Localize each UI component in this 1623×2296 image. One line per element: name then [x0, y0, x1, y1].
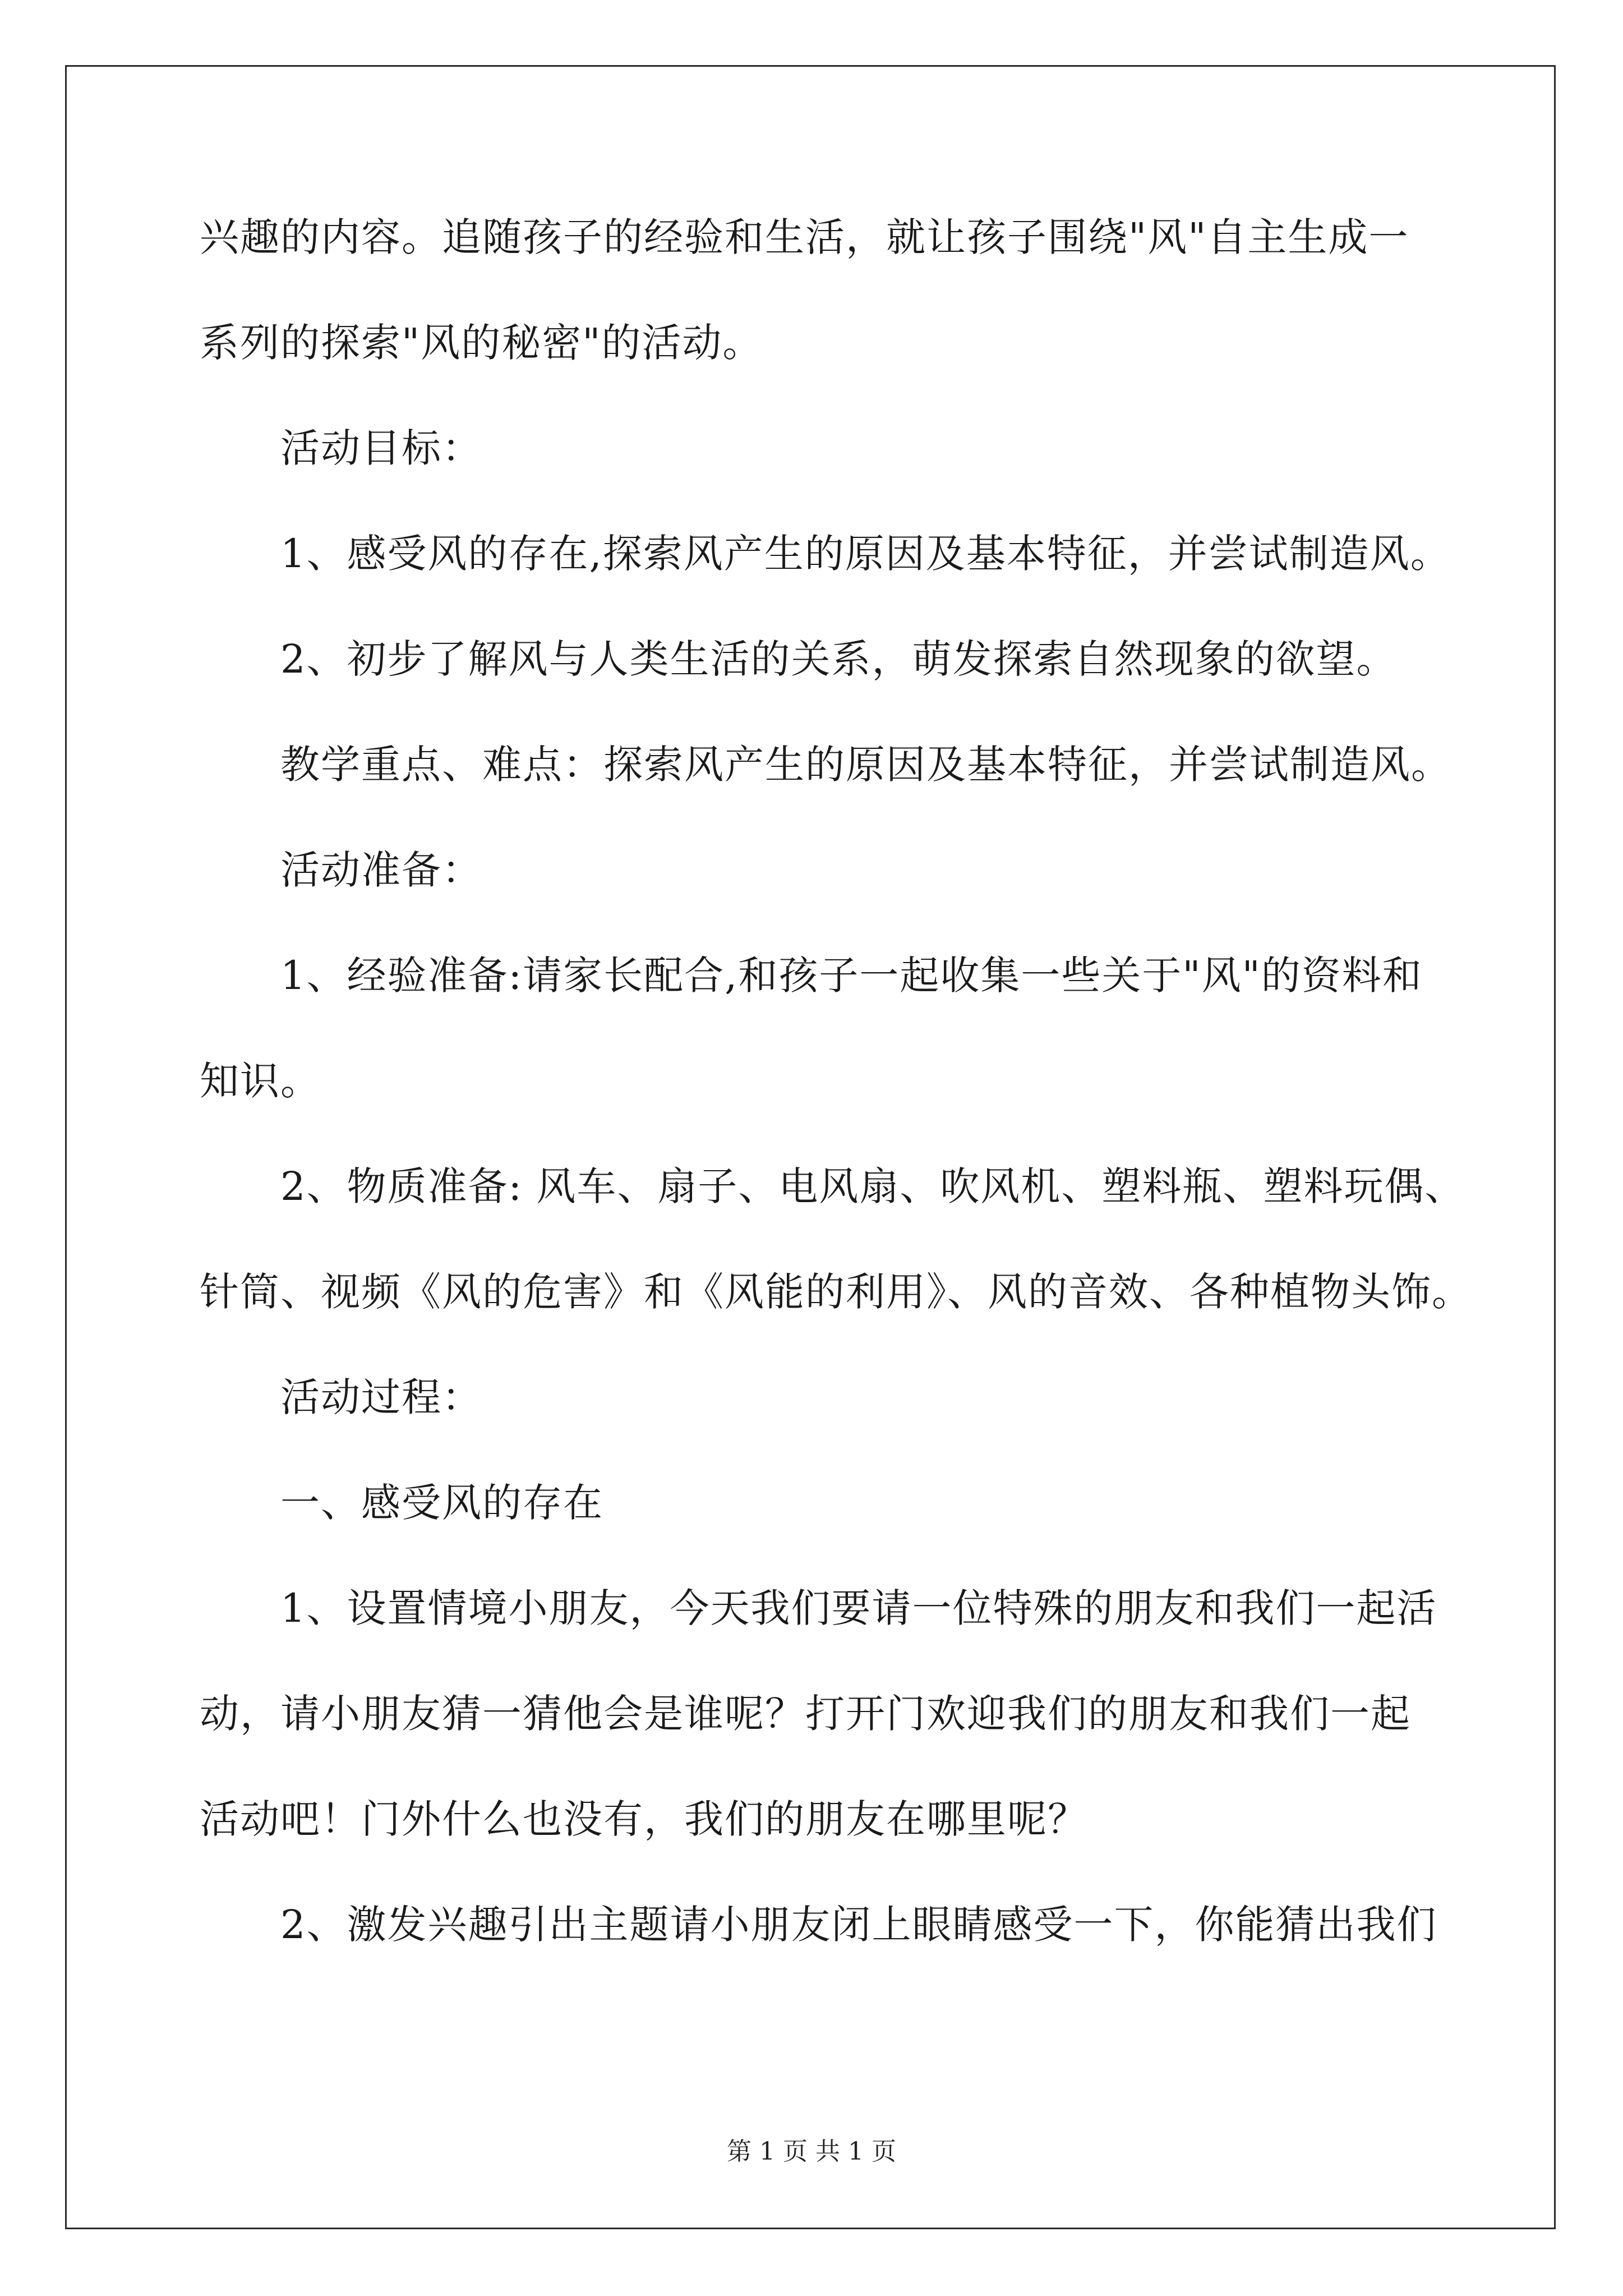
text-line: 教学重点、难点：探索风产生的原因及基本特征，并尝试制造风。 — [280, 742, 1451, 788]
text-line: 2、物质准备: 风车、扇子、电风扇、吹风机、塑料瓶、塑料玩偶、 — [280, 1163, 1465, 1209]
text-line: 1、感受风的存在,探索风产生的原因及基本特征，并尝试制造风。 — [280, 531, 1451, 577]
text-line: 针筒、视频《风的危害》和《风能的利用》、风的音效、各种植物头饰。 — [200, 1269, 1472, 1315]
section-heading: 活动目标： — [280, 425, 482, 471]
section-heading: 一、感受风的存在 — [280, 1480, 603, 1526]
text-line: 2、初步了解风与人类生活的关系，萌发探索自然现象的欲望。 — [280, 636, 1397, 682]
text-line: 兴趣的内容。追随孩子的经验和生活，就让孩子围绕"风"自主生成一 — [200, 214, 1409, 260]
text-line: 2、激发兴趣引出主题请小朋友闭上眼睛感受一下，你能猜出我们 — [280, 1902, 1437, 1948]
text-line: 系列的探索"风的秘密"的活动。 — [200, 320, 763, 366]
text-line: 1、经验准备:请家长配合,和孩子一起收集一些关于"风"的资料和 — [280, 953, 1423, 999]
page-footer: 第 1 页 共 1 页 — [727, 2137, 896, 2166]
text-line: 1、设置情境小朋友，今天我们要请一位特殊的朋友和我们一起活 — [280, 1585, 1437, 1631]
text-line: 动，请小朋友猜一猜他会是谁呢？打开门欢迎我们的朋友和我们一起 — [200, 1691, 1411, 1737]
section-heading: 活动准备： — [280, 847, 482, 893]
section-heading: 活动过程： — [280, 1374, 482, 1420]
text-line: 活动吧！门外什么也没有，我们的朋友在哪里呢？ — [200, 1796, 1088, 1842]
text-line: 知识。 — [200, 1058, 321, 1104]
